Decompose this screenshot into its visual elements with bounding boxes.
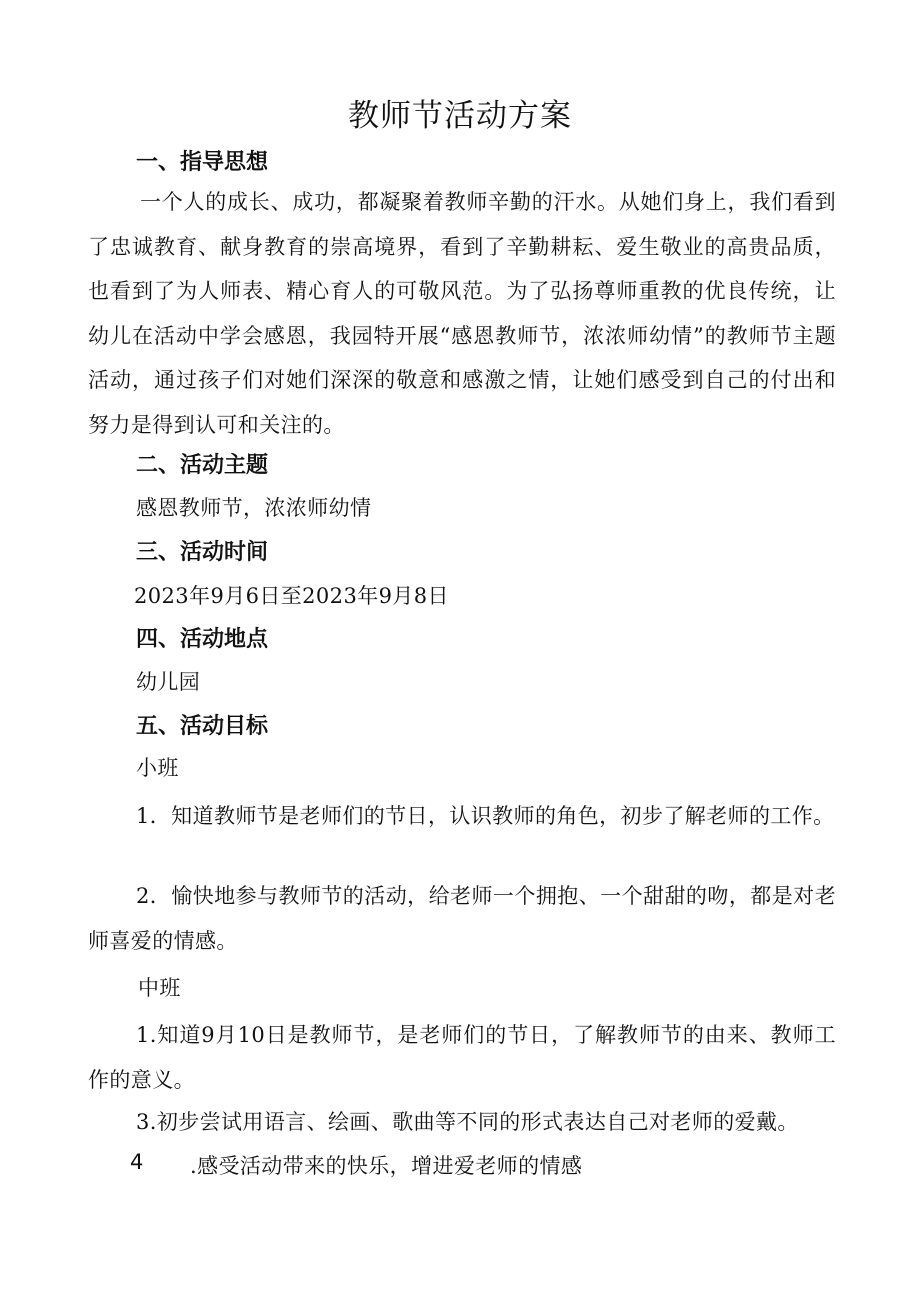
section-heading-goals: 五、活动目标 [136, 714, 269, 739]
theme-text: 感恩教师节，浓浓师幼情 [136, 496, 372, 520]
middle-class-goal-1: 1.知道9月10日是教师节，是老师们的节日，了解教师节的由来、教师工作的意义。 [88, 1023, 836, 1092]
small-class-goal-1: 1．知道教师节是老师们的节日，认识教师的角色，初步了解老师的工作。 [136, 804, 835, 828]
small-class-goal-2: 2．愉快地参与教师节的活动，给老师一个拥抱、一个甜甜的吻，都是对老师喜爱的情感。 [88, 884, 836, 953]
section-heading-time: 三、活动时间 [136, 540, 269, 565]
section-heading-theme: 二、活动主题 [136, 453, 269, 478]
location-text: 幼儿园 [136, 670, 201, 694]
section-paragraph-guiding-thought: 一个人的成长、成功，都凝聚着教师辛勤的汗水。从她们身上，我们看到了忠诚教育、献身教育的崇高境界，看到了辛勤耕耘、爱生敬业的高贵品质，也看到了为人师表、精心育人的可敬风范。为了弘扬尊师重教的优良传统，让幼儿在活动中学会感恩，我园特开展“感恩教师节，浓浓师幼情”的教师节主题活动，通过孩子们对她们深深的敬意和感激之情，让她们感受到自己的付出和努力是得到认可和关注的。 [88, 190, 836, 437]
small-class-label: 小班 [136, 756, 179, 780]
middle-class-goal-4-number: 4 [130, 1150, 144, 1174]
middle-class-goal-4-text: .感受活动带来的快乐，增进爱老师的情感 [190, 1154, 583, 1178]
document-title: 教师节活动方案 [348, 98, 572, 134]
middle-class-goal-3: 3.初步尝试用语言、绘画、歌曲等不同的形式表达自己对老师的爱戴。 [136, 1110, 799, 1134]
middle-class-label: 中班 [138, 976, 181, 1000]
section-heading-guiding-thought: 一、指导思想 [136, 150, 269, 175]
time-text: 2023年9月6日至2023年9月8日 [134, 584, 449, 608]
section-heading-location: 四、活动地点 [136, 627, 269, 652]
